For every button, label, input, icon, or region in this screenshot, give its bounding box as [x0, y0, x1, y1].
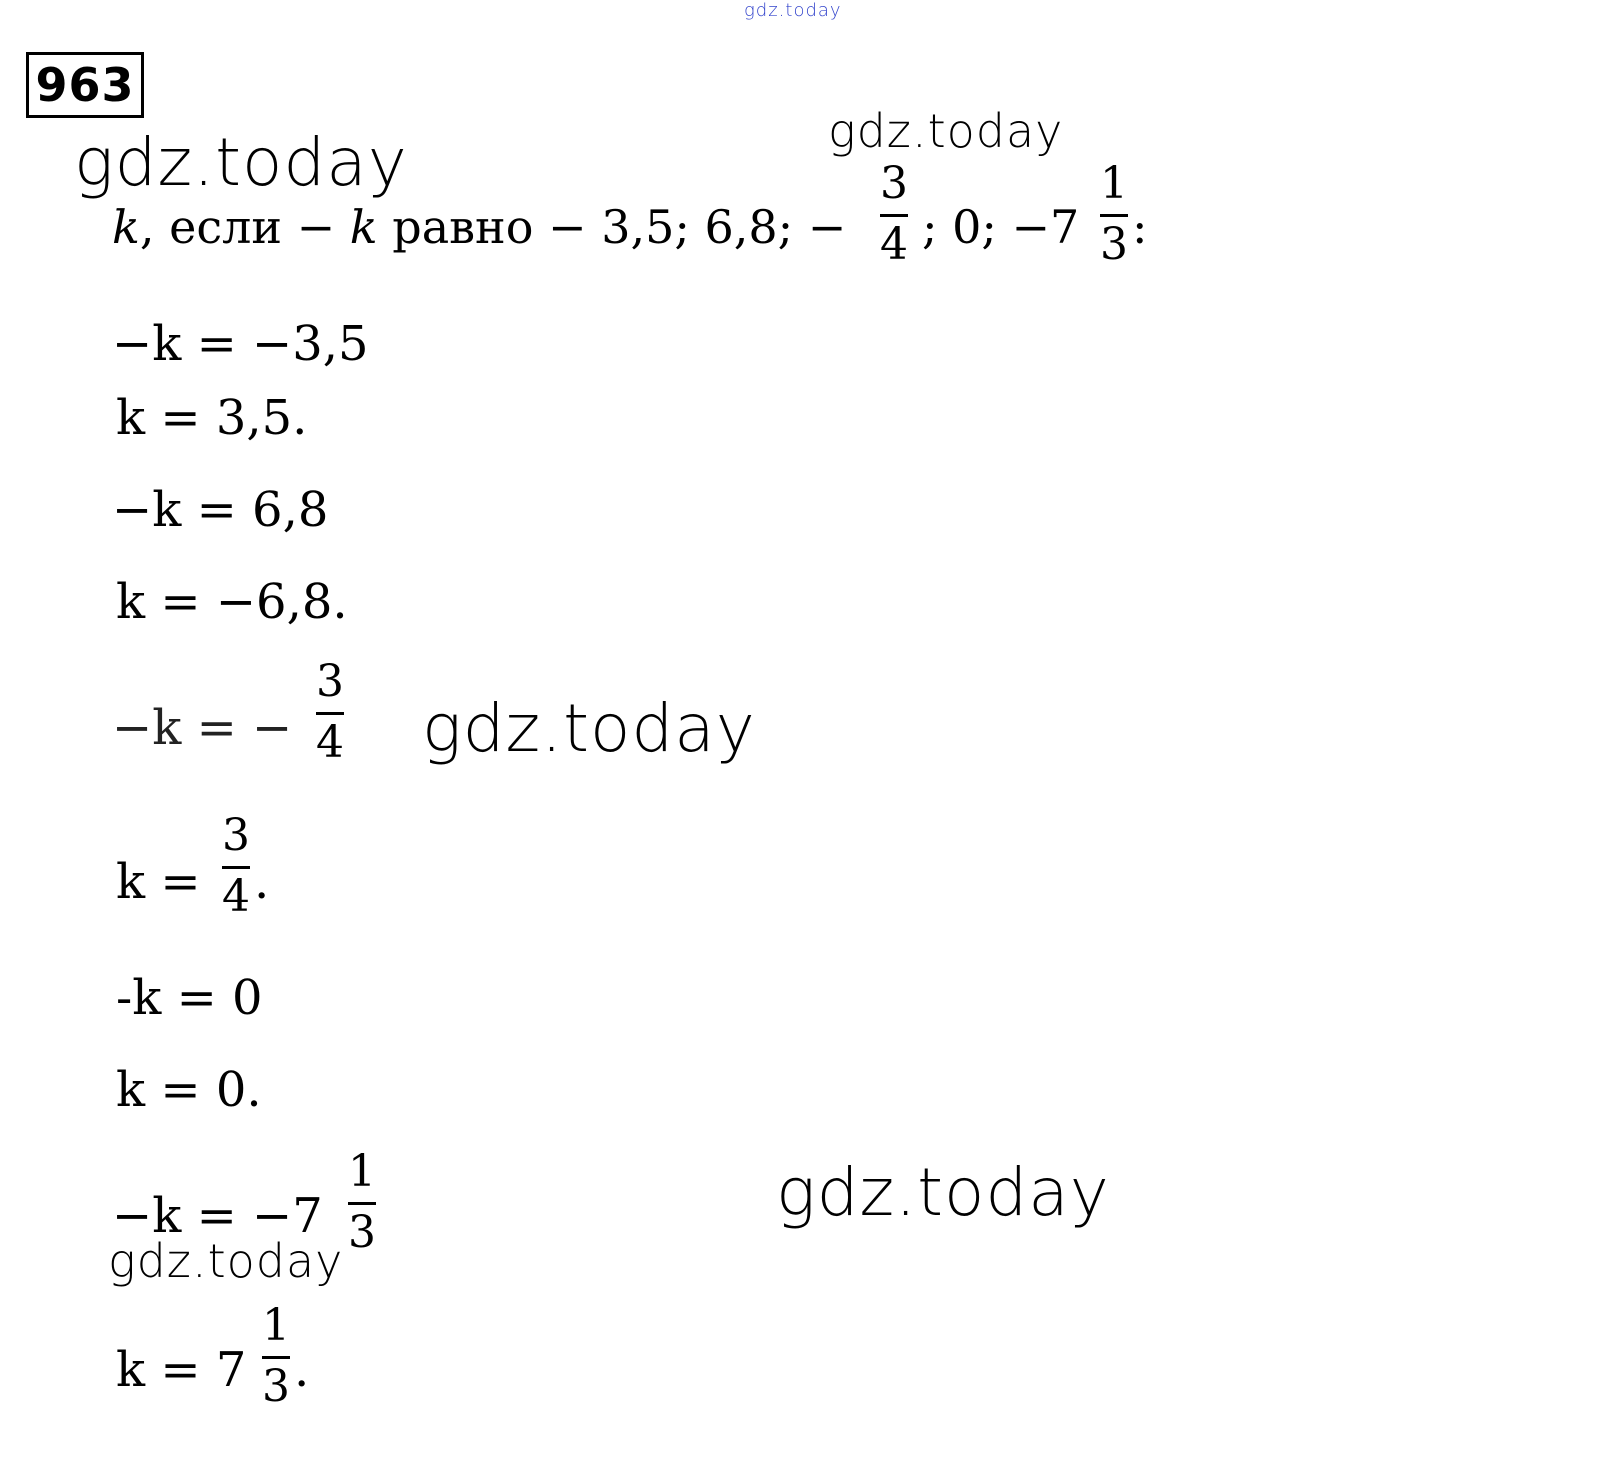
watermark-middle: gdz.today — [422, 690, 756, 767]
solution-line-6-fraction — [222, 810, 250, 922]
task-text-end: : — [1132, 200, 1148, 254]
fraction-numerator: 1 — [348, 1146, 376, 1197]
task-fraction-one-third — [1100, 158, 1128, 270]
solution-line-9-fraction — [348, 1146, 376, 1258]
solution-line-5-fraction — [316, 656, 344, 768]
fraction-bar — [348, 1202, 376, 1205]
fraction-denominator: 4 — [880, 219, 908, 270]
solution-line-7: -k = 0 — [116, 970, 263, 1026]
fraction-numerator: 3 — [316, 656, 344, 707]
solution-line-10-fraction — [262, 1300, 290, 1412]
fraction-denominator: 4 — [222, 871, 250, 922]
fraction-denominator: 4 — [316, 717, 344, 768]
watermark-top-small: gdz.today — [744, 0, 842, 21]
solution-line-4: k = −6,8. — [116, 574, 348, 630]
fraction-numerator: 1 — [262, 1300, 290, 1351]
solution-line-10-period: . — [294, 1342, 310, 1398]
fraction-numerator: 3 — [222, 810, 250, 861]
task-var-k: k — [112, 200, 140, 254]
fraction-numerator: 1 — [1100, 158, 1128, 209]
watermark-lower-left: gdz.today — [108, 1234, 344, 1288]
solution-line-6: k = — [116, 854, 201, 910]
solution-line-6-period: . — [254, 854, 270, 910]
task-text-mid: ; 0; −7 — [922, 200, 1080, 254]
solution-line-5: −k = − — [112, 700, 293, 756]
fraction-denominator: 3 — [262, 1361, 290, 1412]
fraction-bar — [262, 1356, 290, 1359]
fraction-bar — [880, 214, 908, 217]
fraction-bar — [1100, 214, 1128, 217]
watermark-upper-right: gdz.today — [828, 104, 1064, 158]
solution-line-9: −k = −7 — [112, 1188, 323, 1244]
exercise-number-badge: 963 — [26, 52, 144, 118]
fraction-bar — [316, 712, 344, 715]
solution-line-10: k = 7 — [116, 1342, 247, 1398]
solution-line-2: k = 3,5. — [116, 390, 308, 446]
task-fraction-three-quarters — [880, 158, 908, 270]
fraction-denominator: 3 — [1100, 219, 1128, 270]
solution-line-8: k = 0. — [116, 1062, 262, 1118]
fraction-numerator: 3 — [880, 158, 908, 209]
watermark-upper-left: gdz.today — [74, 124, 408, 201]
task-var-k2: k — [349, 200, 378, 254]
solution-line-3: −k = 6,8 — [112, 482, 329, 538]
task-statement — [112, 200, 847, 254]
solution-line-1: −k = −3,5 — [112, 316, 369, 372]
task-text-esli: , если − — [139, 200, 350, 254]
fraction-bar — [222, 866, 250, 869]
task-text-ravno: равно − 3,5; 6,8; − — [377, 200, 847, 254]
watermark-lower-right: gdz.today — [776, 1154, 1110, 1231]
fraction-denominator: 3 — [348, 1207, 376, 1258]
